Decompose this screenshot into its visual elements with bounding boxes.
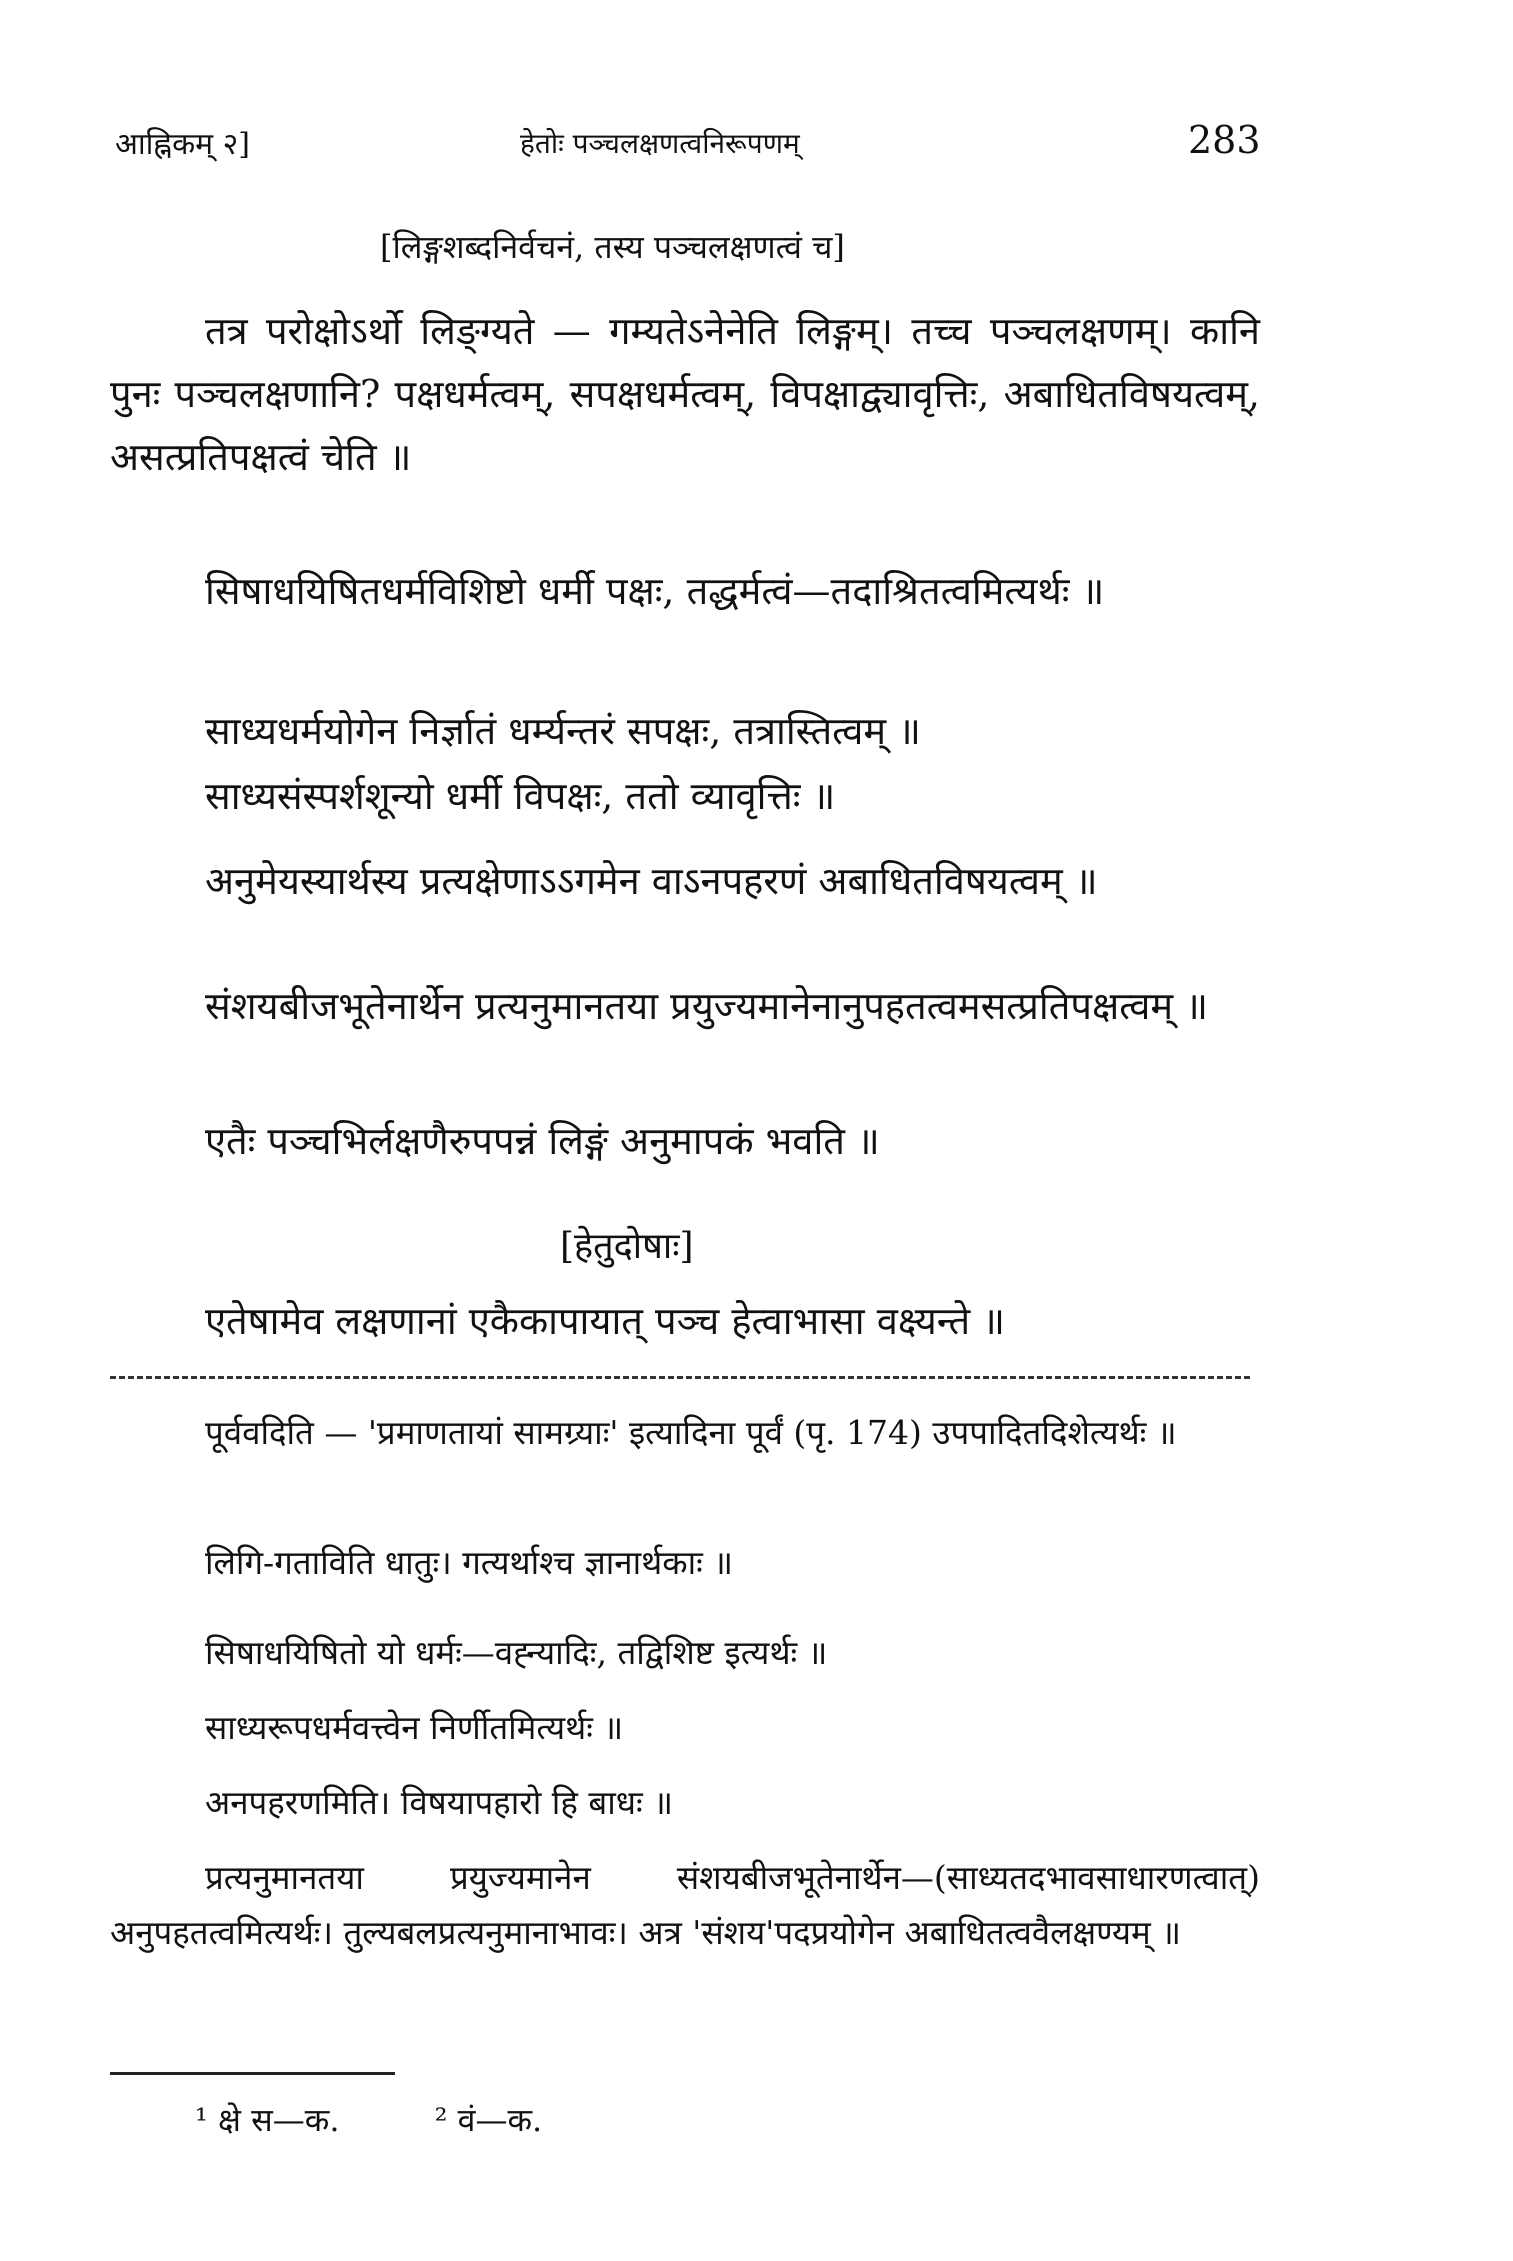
commentary-paragraph-1-text: पूर्ववदिति — 'प्रमाणतायां सामग्र्याः' इत्यादिना पूर्वं (पृ. 174) उपपादितदिशेत्यर्थः ॥ [205,1413,1177,1452]
main-paragraph-8 [110,1290,1260,1353]
main-paragraph-1-text: तत्र परोक्षोऽर्थो लिङ्ग्यते — गम्यतेऽनेनेति लिङ्गम्। तच्च पञ्चलक्षणम्। कानि पुनः पञ्चलक्षणानि? पक्षधर्मत्वम्, सपक्षधर्मत्वम्, विपक्षाद्व्यावृत्तिः, अबाधितविषयत्वम्, असत्प्रतिपक्षत्वं चेति ॥ [110,309,1260,479]
footnote-2: ² वं—क. [434,2101,543,2139]
commentary-paragraph-5-text: अनपहरणमिति। विषयापहारो हि बाधः ॥ [205,1783,673,1822]
main-paragraph-6-text: संशयबीजभूतेनार्थेन प्रत्यनुमानतया प्रयुज्यमानेनानुपहतत्वमसत्प्रतिपक्षत्वम् ॥ [205,984,1208,1028]
section-heading-2: [हेतुदोषाः] [560,1226,694,1267]
main-paragraph-4 [110,765,1260,828]
main-paragraph-8-text: एतेषामेव लक्षणानां एकैकापायात् पञ्च हेत्वाभासा वक्ष्यन्ते ॥ [205,1299,1005,1343]
main-paragraph-3 [110,700,1260,763]
main-paragraph-1 [110,300,1260,489]
commentary-paragraph-2-text: लिगि-गताविति धातुः। गत्यर्थाश्च ज्ञानार्थकाः ॥ [205,1543,734,1582]
commentary-paragraph-5 [110,1775,1260,1830]
footnotes [195,2098,627,2141]
commentary-paragraph-4-text: साध्यरूपधर्मवत्त्वेन निर्णीतमित्यर्थः ॥ [205,1708,624,1747]
main-paragraph-3-text: साध्यधर्मयोगेन निर्ज्ञातं धर्म्यन्तरं सपक्षः, तत्रास्तित्वम् ॥ [205,709,921,753]
main-paragraph-5 [110,850,1260,913]
main-paragraph-6 [110,975,1260,1038]
section-heading: [लिङ्गशब्दनिर्वचनं, तस्य पञ्चलक्षणत्वं च] [380,228,845,266]
commentary-paragraph-1 [110,1405,1260,1460]
commentary-paragraph-3-text: सिषाधयिषितो यो धर्मः—वह्न्यादिः, तद्विशिष्ट इत्यर्थः ॥ [205,1633,828,1672]
commentary-paragraph-3 [110,1625,1260,1680]
commentary-paragraph-2 [110,1535,1260,1590]
footnote-rule [110,2072,395,2075]
main-paragraph-2-text: सिषाधयिषितधर्मविशिष्टो धर्मी पक्षः, तद्धर्मत्वं—तदाश्रितत्वमित्यर्थः ॥ [205,569,1105,613]
main-paragraph-5-text: अनुमेयस्यार्थस्य प्रत्यक्षेणाऽऽगमेन वाऽनपहरणं अबाधितविषयत्वम् ॥ [205,859,1098,903]
main-paragraph-4-text: साध्यसंस्पर्शशून्यो धर्मी विपक्षः, ततो व्यावृत्तिः ॥ [205,774,836,818]
commentary-divider [110,1376,1250,1379]
commentary-paragraph-4 [110,1700,1260,1755]
running-header-left: आह्निकम् २] [115,127,250,162]
main-paragraph-2 [110,560,1260,623]
page-number: 283 [1188,118,1261,162]
commentary-paragraph-6 [110,1850,1260,1960]
commentary-paragraph-6-text: प्रत्यनुमानतया प्रयुज्यमानेन संशयबीजभूतेनार्थेन—(साध्यतदभावसाधारणत्वात्) अनुपहतत्वमित्यर्थः। तुल्यबलप्रत्यनुमानाभावः। अत्र 'संशय'पदप्रयोगेन अबाधितत्ववैलक्षण्यम् ॥ [110,1858,1260,1952]
footnote-1: ¹ क्षे स—क. [195,2101,340,2139]
main-paragraph-7 [110,1110,1260,1173]
main-paragraph-7-text: एतैः पञ्चभिर्लक्षणैरुपपन्नं लिङ्गं अनुमापकं भवति ॥ [205,1119,880,1163]
running-header-title: हेतोः पञ्चलक्षणत्वनिरूपणम् [520,127,800,160]
